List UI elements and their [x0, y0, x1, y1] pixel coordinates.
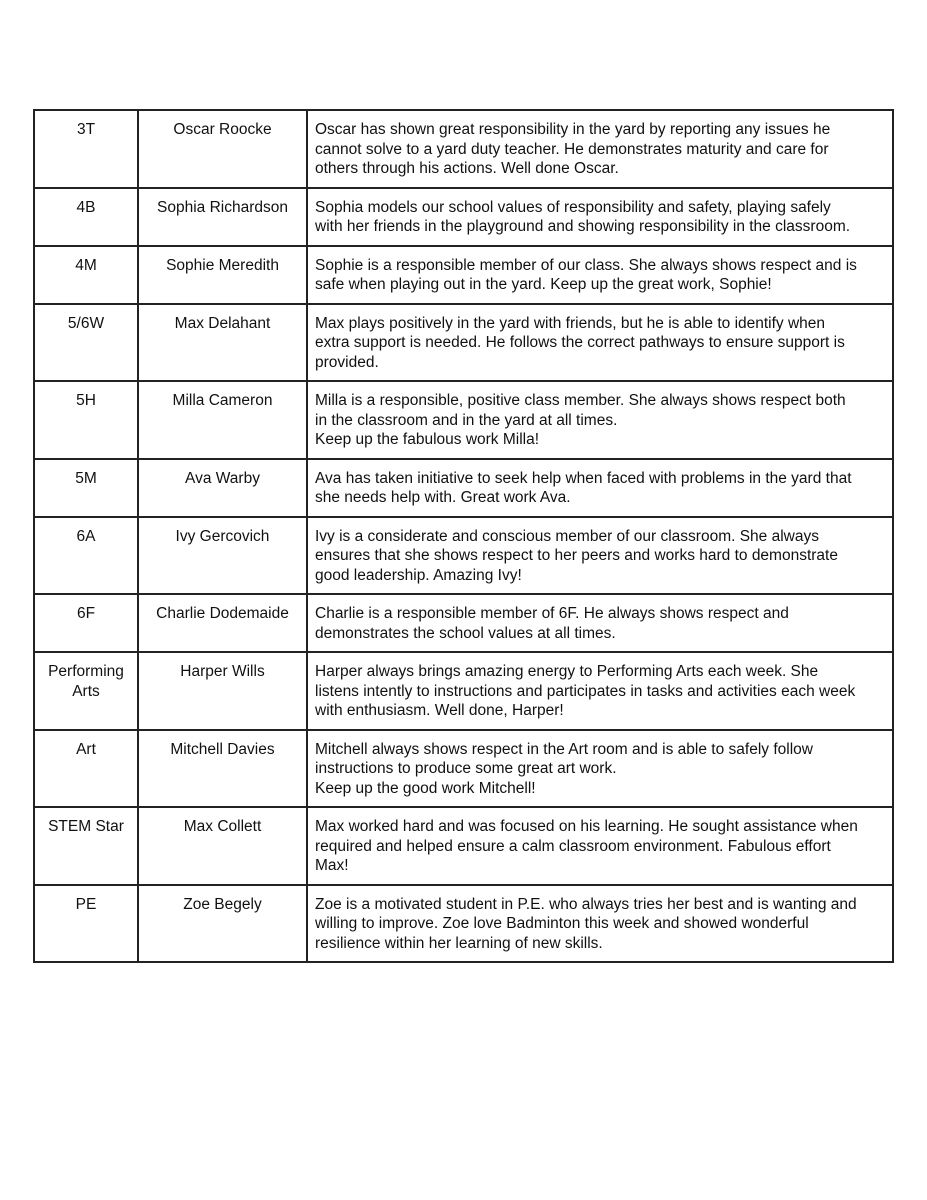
comment-line: listens intently to instructions and participates in tasks and activities each week: [315, 682, 856, 700]
comment-line: in the classroom and in the yard at all times.: [315, 411, 618, 429]
comment-line: Keep up the fabulous work Milla!: [315, 431, 540, 448]
comment-line: provided.: [315, 353, 379, 371]
class-cell: 6A: [34, 517, 138, 595]
student-name-cell: Zoe Begely: [138, 885, 307, 963]
table-row: [34, 110, 893, 188]
comment-line: Ava has taken initiative to seek help when faced with problems in the yard that: [315, 469, 852, 487]
comment-line: willing to improve. Zoe love Badminton this week and showed wonderful: [315, 915, 809, 932]
comment-cell: [307, 807, 893, 885]
comment-line: instructions to produce some great art work.: [315, 760, 617, 777]
table-row: [34, 304, 893, 382]
comment-cell: [307, 594, 893, 652]
table-row: [34, 517, 893, 595]
comment-line: Sophia models our school values of responsibility and safety, playing safely: [315, 198, 831, 216]
student-name-cell: Ivy Gercovich: [138, 517, 307, 595]
class-cell: 4M: [34, 246, 138, 304]
table-row: [34, 459, 893, 517]
comment-cell: [307, 246, 893, 304]
class-cell: 6F: [34, 594, 138, 652]
student-name-cell: Sophie Meredith: [138, 246, 307, 304]
comment-cell: [307, 110, 893, 188]
class-cell: 5M: [34, 459, 138, 517]
student-name-cell: Sophia Richardson: [138, 188, 307, 246]
comment-line: others through his actions. Well done Oscar.: [315, 160, 619, 177]
comment-line: cannot solve to a yard duty teacher. He demonstrates maturity and care for: [315, 140, 829, 158]
class-cell: STEM Star: [34, 807, 138, 885]
table-row: [34, 594, 893, 652]
class-cell: 5/6W: [34, 304, 138, 382]
student-name-cell: Max Delahant: [138, 304, 307, 382]
comment-line: Zoe is a motivated student in P.E. who always tries her best and is wanting and: [315, 895, 857, 913]
table-row: [34, 807, 893, 885]
comment-line: with enthusiasm. Well done, Harper!: [315, 702, 564, 719]
class-label-line: Arts: [72, 682, 100, 700]
class-cell: 5H: [34, 381, 138, 459]
awards-table-body: [34, 110, 893, 962]
class-label-line: Performing: [48, 663, 124, 680]
class-cell: PE: [34, 885, 138, 963]
comment-line: Keep up the good work Mitchell!: [315, 779, 536, 797]
comment-line: Harper always brings amazing energy to Performing Arts each week. She: [315, 663, 819, 680]
table-row: [34, 730, 893, 808]
comment-line: Ivy is a considerate and conscious member of our classroom. She always: [315, 527, 819, 545]
comment-line: Max!: [315, 857, 349, 874]
table-row: [34, 885, 893, 963]
comment-cell: [307, 885, 893, 963]
student-name-cell: Charlie Dodemaide: [138, 594, 307, 652]
comment-cell: [307, 652, 893, 730]
comment-cell: [307, 188, 893, 246]
comment-line: Max worked hard and was focused on his learning. He sought assistance when: [315, 818, 858, 835]
comment-line: required and helped ensure a calm classroom environment. Fabulous effort: [315, 837, 831, 855]
student-name-cell: Harper Wills: [138, 652, 307, 730]
class-cell: 3T: [34, 110, 138, 188]
table-row: [34, 652, 893, 730]
comment-cell: [307, 730, 893, 808]
comment-line: demonstrates the school values at all times.: [315, 624, 616, 642]
table-row: [34, 188, 893, 246]
comment-line: Milla is a responsible, positive class member. She always shows respect both: [315, 392, 846, 409]
class-cell: [34, 652, 138, 730]
student-name-cell: Ava Warby: [138, 459, 307, 517]
comment-line: resilience within her learning of new skills.: [315, 934, 603, 952]
class-cell: Art: [34, 730, 138, 808]
awards-table: [33, 109, 894, 963]
table-row: [34, 381, 893, 459]
student-name-cell: Max Collett: [138, 807, 307, 885]
student-name-cell: Mitchell Davies: [138, 730, 307, 808]
class-cell: 4B: [34, 188, 138, 246]
comment-line: ensures that she shows respect to her peers and works hard to demonstrate: [315, 547, 838, 564]
comment-line: Mitchell always shows respect in the Art room and is able to safely follow: [315, 740, 813, 758]
comment-cell: [307, 517, 893, 595]
student-name-cell: Oscar Roocke: [138, 110, 307, 188]
comment-line: Sophie is a responsible member of our class. She always shows respect and is: [315, 256, 857, 274]
student-name-cell: Milla Cameron: [138, 381, 307, 459]
comment-cell: [307, 459, 893, 517]
comment-line: good leadership. Amazing Ivy!: [315, 566, 522, 584]
comment-line: safe when playing out in the yard. Keep up the great work, Sophie!: [315, 276, 772, 293]
comment-line: she needs help with. Great work Ava.: [315, 489, 571, 506]
comment-line: Max plays positively in the yard with friends, but he is able to identify when: [315, 314, 826, 332]
comment-cell: [307, 304, 893, 382]
comment-cell: [307, 381, 893, 459]
comment-line: extra support is needed. He follows the correct pathways to ensure support is: [315, 334, 845, 351]
table-row: [34, 246, 893, 304]
comment-line: with her friends in the playground and showing responsibility in the classroom.: [315, 218, 851, 235]
comment-line: Oscar has shown great responsibility in the yard by reporting any issues he: [315, 121, 831, 138]
comment-line: Charlie is a responsible member of 6F. He always shows respect and: [315, 605, 789, 622]
